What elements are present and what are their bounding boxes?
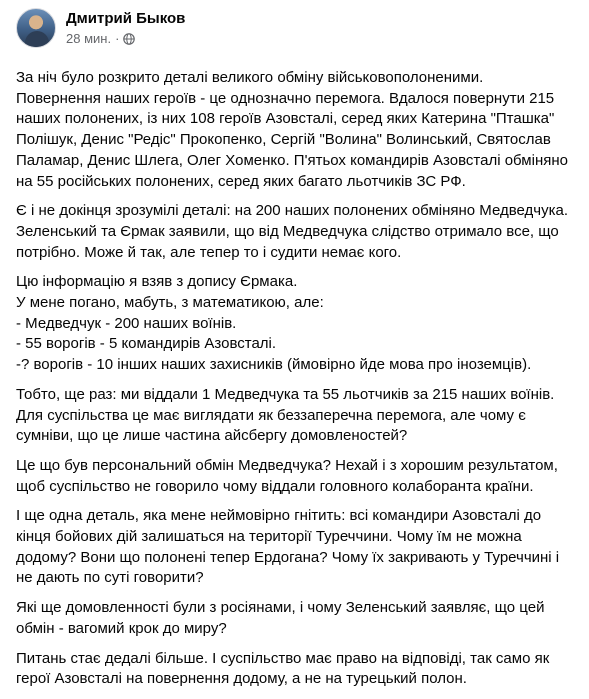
separator-dot: · <box>115 31 120 46</box>
post-paragraph: Це що був персональний обмін Медведчука? Нехай і з хорошим результатом, щоб суспільство не говорило чому віддали головного колаборанта країни. <box>16 456 558 495</box>
post-paragraph: Цю інформацію я взяв з допису Єрмака. У мене погано, мабуть, з математикою, але: - Медведчук - 200 наших воїнів. - 55 ворогів - 5 командирів Азовсталі. -? ворогів - 10 інших наших захисників (ймовірно йде мова про іноземців). <box>16 273 532 374</box>
post-paragraph: Тобто, ще раз: ми віддали 1 Медведчука та 55 льотчиків за 215 наших воїнів. Для суспільства це має виглядати як беззаперечна перемога, але чому є сумніви, що це лише частина айсбергу домовленостей? <box>16 385 555 445</box>
avatar[interactable] <box>16 8 56 48</box>
post-text <box>16 68 572 699</box>
post-meta <box>66 9 185 47</box>
post-paragraph: І ще одна деталь, яка мене неймовірно гнітить: всі командири Азовсталі до кінця бойових дій залишаться на території Туреччини. Чому їм не можна додому? Вони що полонені тепер Ердогана? Чому їх закривають у Туреччині і не дають по суті говорити? <box>16 507 560 587</box>
globe-icon[interactable] <box>123 33 135 45</box>
post-header <box>16 8 185 56</box>
post-timestamp[interactable]: 28 мин. <box>66 31 112 46</box>
post-paragraph: За ніч було розкрито деталі великого обміну військовополоненими. Повернення наших героїв - це однозначно перемога. Вдалося повернути 215 наших полонених, із них 108 героїв Азовсталі, серед яких Катерина "Пташка" Полішук, Денис "Редіс" Прокопенко, Сергій "Волина" Волинський, Святослав Паламар, Денис Шлега, Олег Хоменко. П'ятьох командирів Азовсталі обміняно на 55 російських полонених, серед яких багато льотчиків ЗС РФ. <box>16 69 568 190</box>
post-paragraph: Питань стає дедалі більше. І суспільство має право на відповіді, так само як герої Азовсталі на повернення додому, а не на турецький полон. <box>16 649 550 688</box>
post-paragraph: Які ще домовленності були з росіянами, і чому Зеленський заявляє, що цей обмін - вагомий крок до миру? <box>16 599 545 637</box>
author-name[interactable]: Дмитрий Быков <box>66 10 186 27</box>
post-subtitle <box>66 31 185 47</box>
post-paragraph: Є і не докінця зрозумілі деталі: на 200 наших полонених обміняно Медведчука. Зеленський та Єрмак заявили, що від Медведчука слідство отримало все, що потрібно. Може й так, але тепер то і судити немає кого. <box>16 202 568 261</box>
